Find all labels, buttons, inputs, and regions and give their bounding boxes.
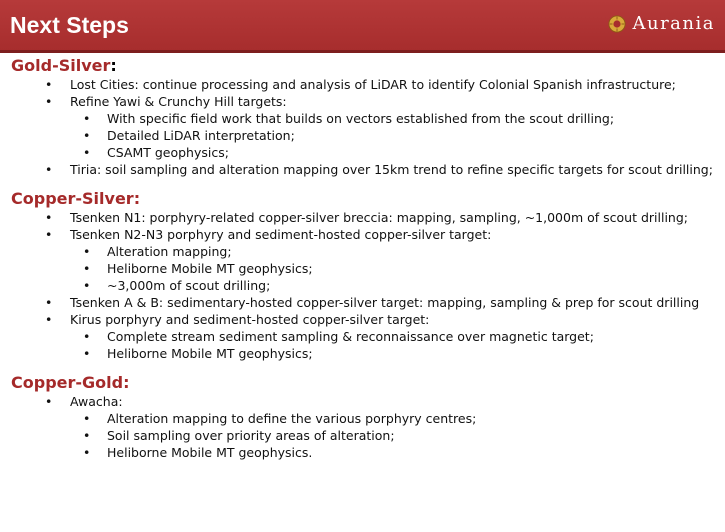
aurania-sun-icon bbox=[608, 15, 626, 33]
logo-text: Aurania bbox=[632, 13, 715, 34]
sub-list-item: • Soil sampling over priority areas of alteration; bbox=[0, 427, 725, 444]
header-bar bbox=[0, 0, 725, 53]
bullet-list bbox=[0, 393, 725, 461]
company-logo bbox=[608, 13, 715, 34]
sub-list-item: • ~3,000m of scout drilling; bbox=[0, 277, 725, 294]
section-title bbox=[11, 373, 725, 393]
section-title-suffix: : bbox=[110, 56, 117, 75]
list-item: • Tsenken A & B: sedimentary-hosted copper-silver target: mapping, sampling & prep for scout drilling bbox=[0, 294, 725, 311]
sub-list-item: • Heliborne Mobile MT geophysics; bbox=[0, 260, 725, 277]
list-item: • Tsenken N2-N3 porphyry and sediment-hosted copper-silver target: bbox=[0, 226, 725, 243]
list-item: • Lost Cities: continue processing and analysis of LiDAR to identify Colonial Spanish infrastructure; bbox=[0, 76, 725, 93]
section-title bbox=[11, 189, 725, 209]
sub-list-item: • Heliborne Mobile MT geophysics; bbox=[0, 345, 725, 362]
section bbox=[0, 373, 725, 461]
bullet-list bbox=[0, 209, 725, 362]
list-item: • Refine Yawi & Crunchy Hill targets: bbox=[0, 93, 725, 110]
section-title-text: Gold-Silver bbox=[11, 56, 111, 75]
list-item: • Tiria: soil sampling and alteration mapping over 15km trend to refine specific targets for scout drilling; bbox=[0, 161, 725, 178]
sub-list-item: • Heliborne Mobile MT geophysics. bbox=[0, 444, 725, 461]
sub-list-item: • With specific field work that builds on vectors established from the scout drilling; bbox=[0, 110, 725, 127]
page-title: Next Steps bbox=[10, 12, 129, 38]
next-steps-content bbox=[0, 56, 725, 472]
sub-list-item: • Alteration mapping; bbox=[0, 243, 725, 260]
list-item: • Tsenken N1: porphyry-related copper-silver breccia: mapping, sampling, ~1,000m of scout drilling; bbox=[0, 209, 725, 226]
section-title bbox=[11, 56, 725, 76]
section bbox=[0, 189, 725, 362]
list-item: • Awacha: bbox=[0, 393, 725, 410]
sub-list-item: • CSAMT geophysics; bbox=[0, 144, 725, 161]
sub-list-item: • Complete stream sediment sampling & reconnaissance over magnetic target; bbox=[0, 328, 725, 345]
section bbox=[0, 56, 725, 178]
section-title-text: Copper-Gold: bbox=[11, 373, 130, 392]
sub-list-item: • Alteration mapping to define the various porphyry centres; bbox=[0, 410, 725, 427]
sub-list-item: • Detailed LiDAR interpretation; bbox=[0, 127, 725, 144]
section-title-text: Copper-Silver: bbox=[11, 189, 141, 208]
list-item: • Kirus porphyry and sediment-hosted copper-silver target: bbox=[0, 311, 725, 328]
bullet-list bbox=[0, 76, 725, 178]
